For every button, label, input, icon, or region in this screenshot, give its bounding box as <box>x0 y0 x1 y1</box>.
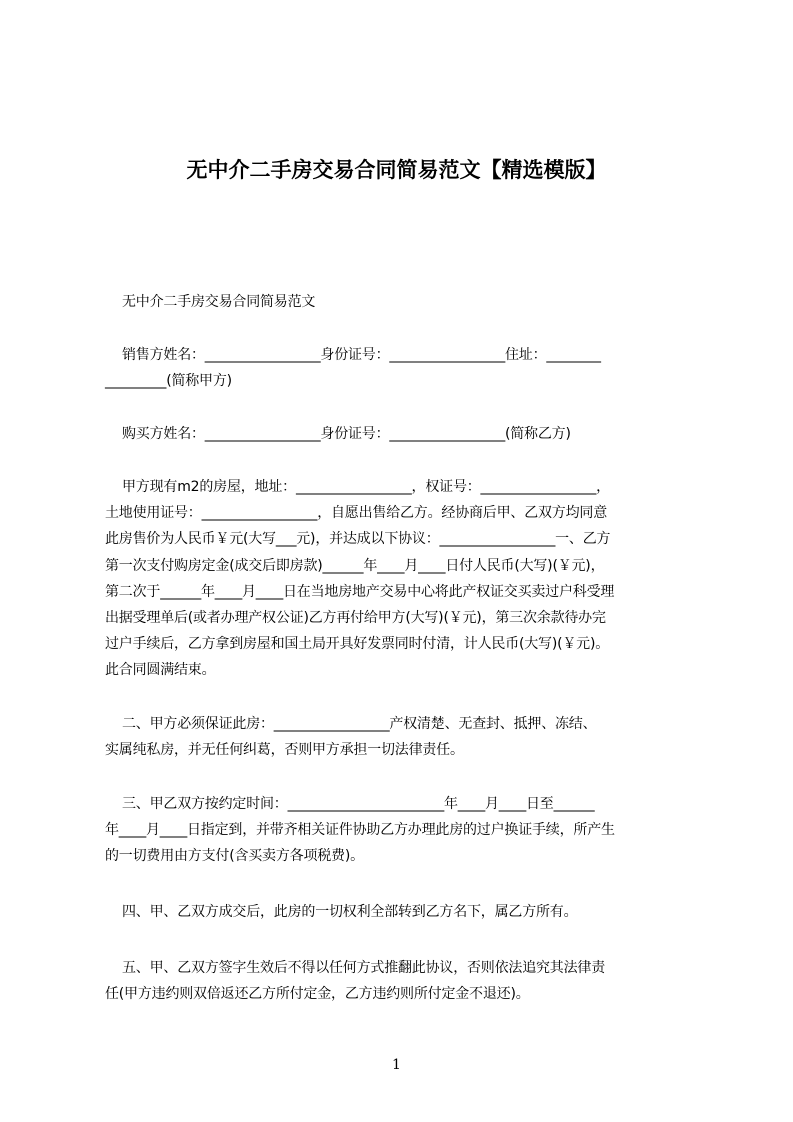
text-line: 任(甲方违约则双倍返还乙方所付定金，乙方违约则所付定金不退还)。 <box>105 986 530 1003</box>
paragraph-clause-1 <box>105 474 703 684</box>
text-line: 四、甲、乙双方成交后，此房的一切权利全部转到乙方名下，属乙方所有。 <box>105 904 578 920</box>
text-line: 实属纯私房，并无任何纠葛，否则甲方承担一切法律责任。 <box>105 742 464 759</box>
text-line: 无中介二手房交易合同简易范文 <box>105 294 316 310</box>
text-line: 二、甲方必须保证此房：_________________产权清楚、无查封、抵押、冻结、 <box>105 716 597 732</box>
text-line: 第二次于______年____月____日在当地房地产交易中心将此产权证交买卖过户科受理 <box>105 583 615 600</box>
text-line: 土地使用证号：_________________，自愿出售给乙方。经协商后甲、乙双方均同意 <box>105 505 607 522</box>
paragraph-seller-info <box>105 342 703 394</box>
text-line: 出据受理单后(或者办理产权公证)乙方再付给甲方(大写)(￥元)，第三次余款待办完 <box>105 610 606 627</box>
text-line: 过户手续后，乙方拿到房屋和国土局开具好发票同时付清，计人民币(大写)(￥元)。 <box>105 636 610 653</box>
paragraph-clause-5 <box>105 955 703 1007</box>
text-line: 销售方姓名：_________________身份证号：_________________住址：________ <box>105 347 601 363</box>
text-line: 三、甲乙双方按约定时间：_______________________年____月____日至______ <box>105 796 595 812</box>
paragraph-clause-3 <box>105 791 703 870</box>
text-line: _________(简称甲方) <box>105 373 232 390</box>
text-line: 甲方现有m2的房屋，地址：_________________，权证号：_________________， <box>105 479 610 495</box>
document-title: 无中介二手房交易合同简易范文【精选模版】 <box>186 158 607 183</box>
text-line: 此房售价为人民币￥元(大写___元)，并达成以下协议：_________________一、乙方 <box>105 531 611 548</box>
paragraph-subtitle <box>105 289 703 315</box>
paragraph-buyer-info <box>105 421 703 447</box>
text-line: 此合同圆满结束。 <box>105 662 216 679</box>
paragraph-clause-4 <box>105 899 703 925</box>
text-line: 五、甲、乙双方签字生效后不得以任何方式推翻此协议，否则依法追究其法律责 <box>105 960 605 976</box>
text-line: 年____月____日指定到，并带齐相关证件协助乙方办理此房的过户换证手续，所产生 <box>105 822 615 839</box>
text-line: 购买方姓名：_________________身份证号：_________________(简称乙方) <box>105 426 571 442</box>
text-line: 第一次支付购房定金(成交后即房款)______年____月____日付人民币(大写)(￥元)， <box>105 557 605 574</box>
text-line: 的一切费用由方支付(含买卖方各项税费)。 <box>105 848 364 865</box>
page-number: 1 <box>392 1057 401 1073</box>
paragraph-clause-2 <box>105 711 703 763</box>
